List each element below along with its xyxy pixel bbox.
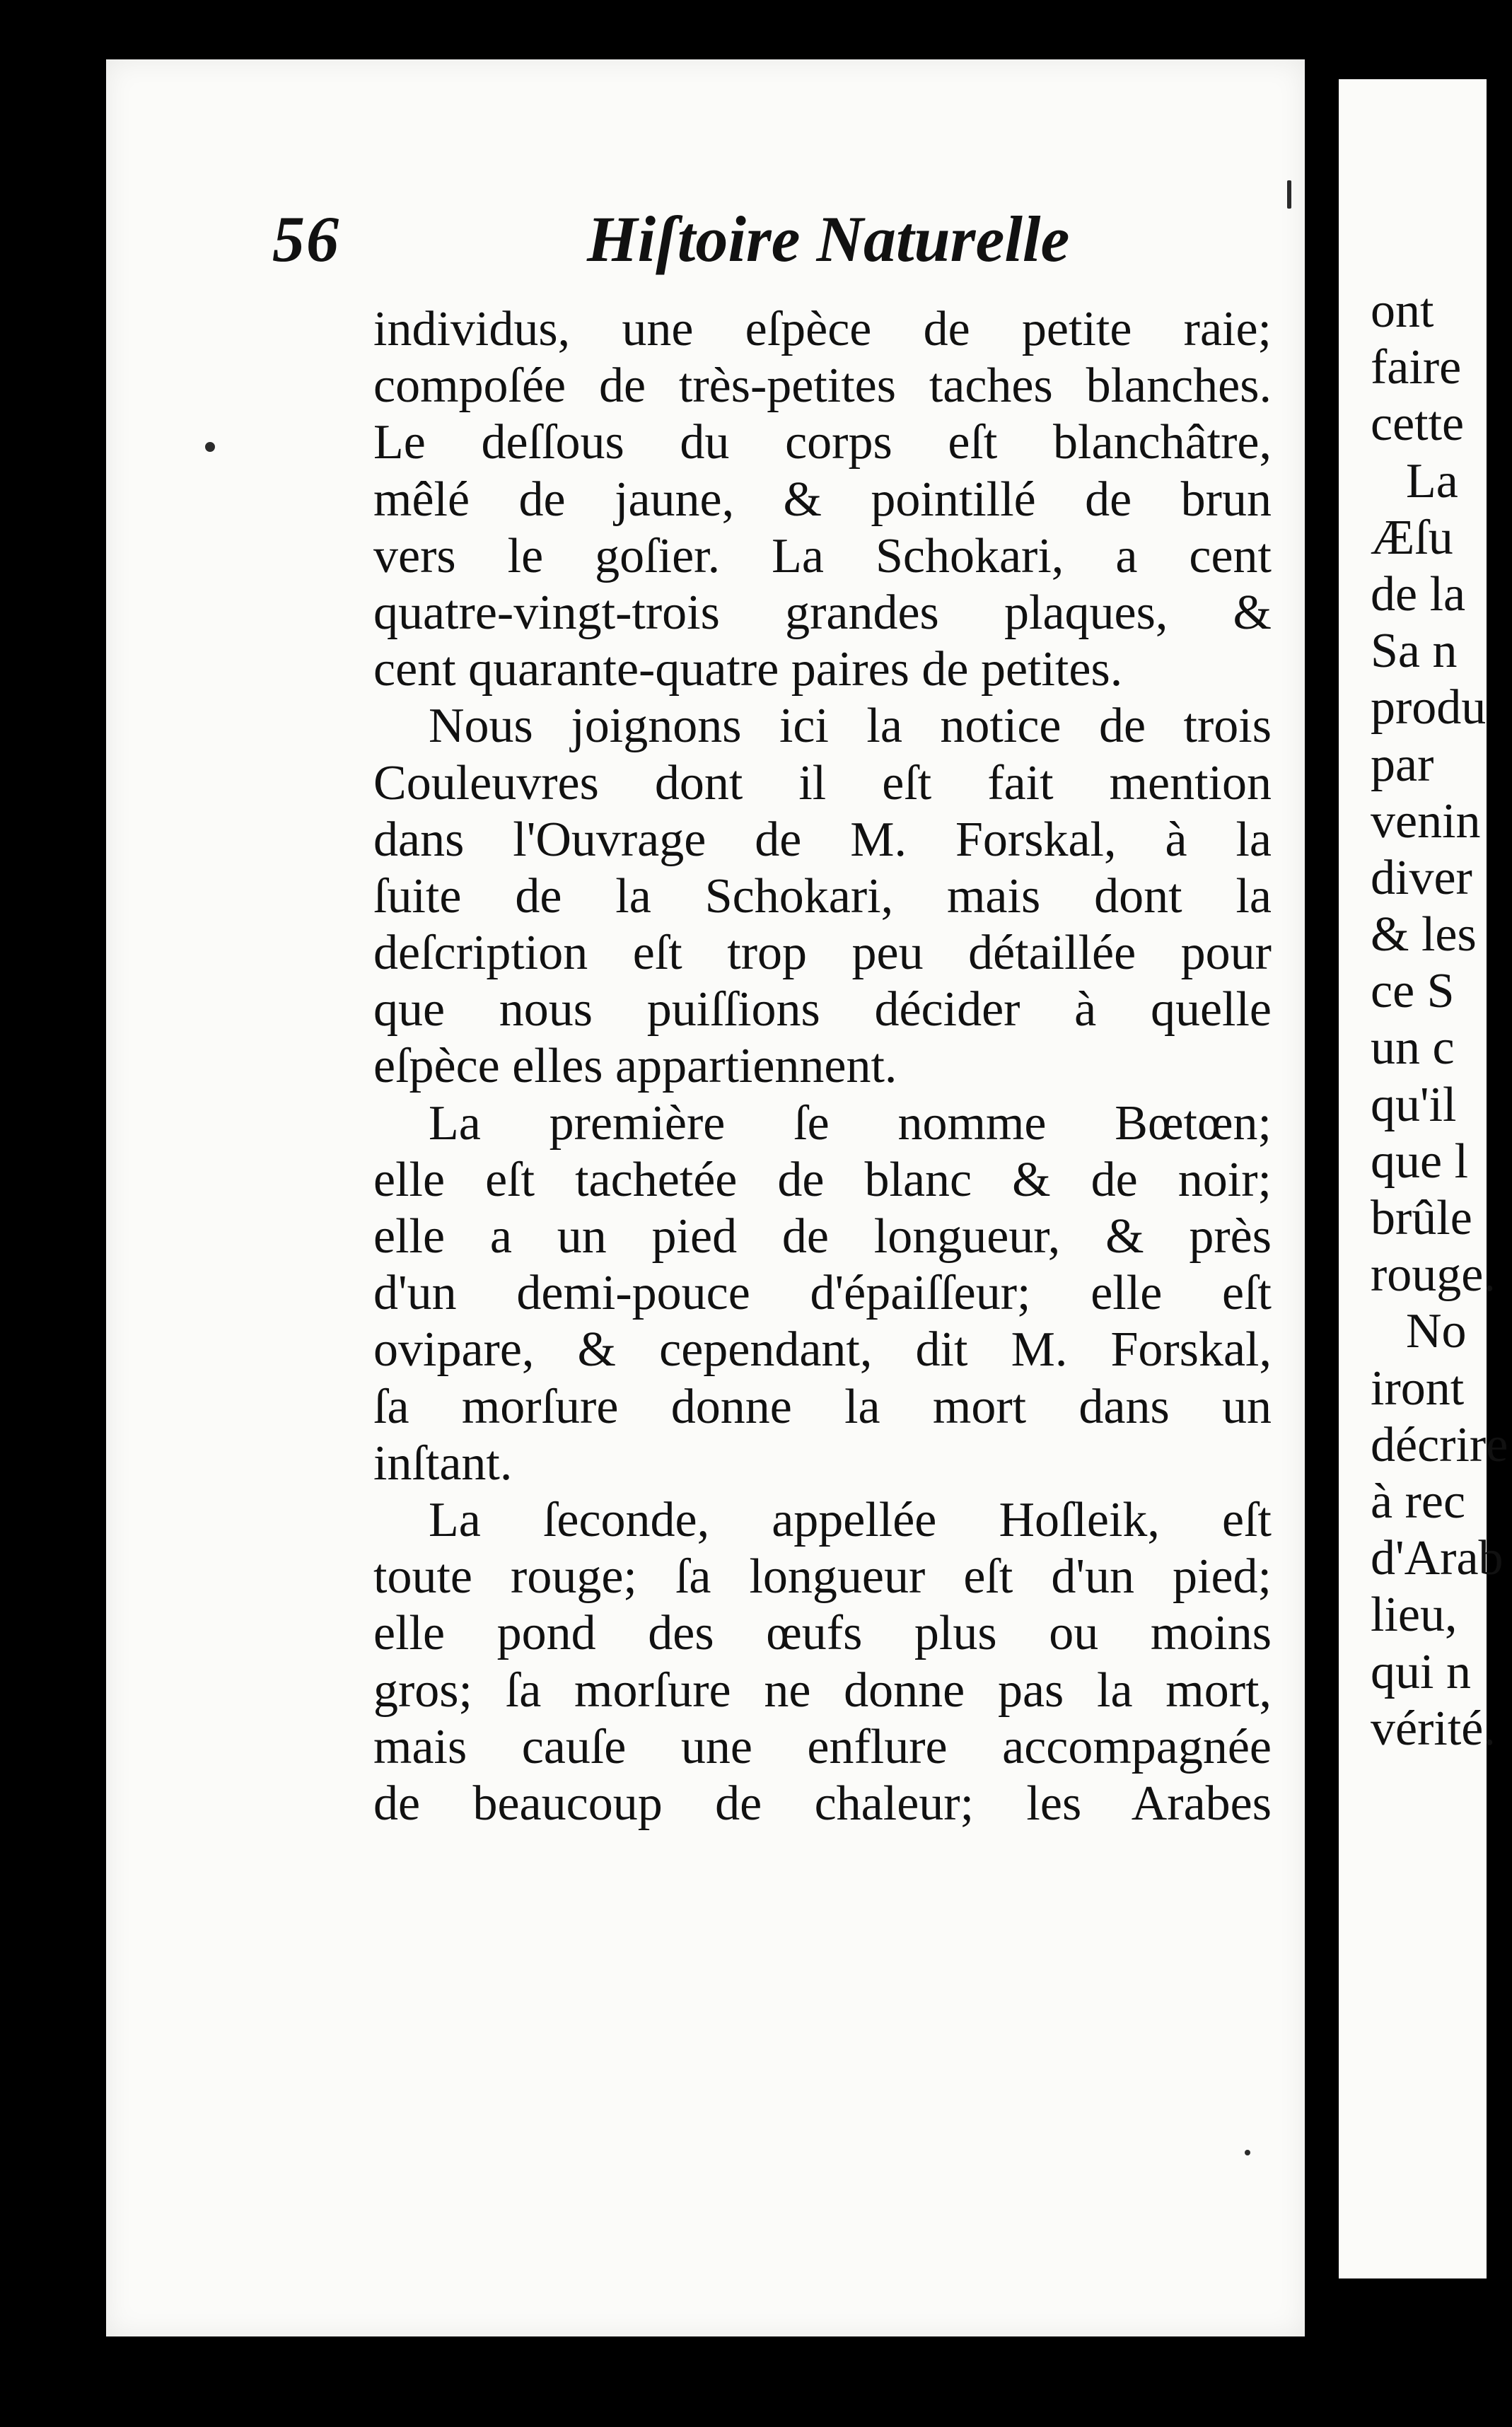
facing-page-line: produ (1371, 680, 1487, 735)
text-line: cent quarante-quatre paires de petites. (373, 642, 1123, 697)
text-line: que nous puiſſions décider à quelle (373, 982, 1272, 1037)
facing-page-line: un c (1371, 1020, 1455, 1076)
text-line: quatre-vingt-trois grandes plaques, & (373, 585, 1272, 640)
body-text (373, 301, 1272, 1832)
ink-speck (205, 442, 215, 452)
text-line: toute rouge; ſa longueur eſt d'un pied; (373, 1549, 1272, 1605)
facing-page-line: brûle (1371, 1191, 1472, 1245)
facing-page-line: ont (1371, 284, 1434, 338)
running-head (272, 202, 1192, 286)
facing-page-line: Æſu (1371, 510, 1453, 565)
facing-page-line: iront (1371, 1361, 1465, 1416)
facing-page-line: qui n (1371, 1644, 1471, 1699)
text-line: vers le goſier. La Schokari, a cent (373, 528, 1272, 583)
text-line: dans l'Ouvrage de M. Forskal, à la (373, 812, 1272, 867)
text-line: mêlé de jaune, & pointillé de brun (373, 472, 1272, 527)
facing-page-line: d'Arab (1371, 1531, 1504, 1586)
facing-page-line: faire (1371, 340, 1462, 395)
ink-speck (1287, 180, 1291, 209)
text-line: ſuite de la Schokari, mais dont la (373, 868, 1272, 924)
text-line: de beaucoup de chaleur; les Arabes (373, 1776, 1272, 1831)
facing-page-line: qu'il (1371, 1077, 1457, 1132)
text-line: elle eſt tachetée de blanc & de noir; (373, 1152, 1272, 1207)
facing-page-line: ce S (1371, 964, 1455, 1019)
text-line: Le deſſous du corps eſt blanchâtre, (373, 415, 1272, 470)
text-line: inſtant. (373, 1436, 513, 1491)
page-number: 56 (272, 203, 340, 275)
facing-page-line: diver (1371, 850, 1472, 905)
text-line: ſa morſure donne la mort dans un (373, 1379, 1272, 1434)
text-line: mais cauſe une enflure accompagnée (373, 1719, 1272, 1774)
ink-speck (1245, 2150, 1250, 2155)
text-line: eſpèce elles appartiennent. (373, 1039, 897, 1094)
text-line: ovipare, & cependant, dit M. Forskal, (373, 1322, 1272, 1378)
facing-page-line: rouge. (1371, 1247, 1496, 1303)
facing-page-text (1371, 283, 1512, 1757)
facing-page-line: décrire (1371, 1417, 1508, 1472)
text-line: La première ſe nomme Bœtœn; (429, 1095, 1272, 1151)
facing-page-line: que l (1371, 1134, 1469, 1189)
text-line: Couleuvres dont il eſt fait mention (373, 755, 1272, 810)
text-line: compoſée de très-petites taches blanches. (373, 359, 1272, 414)
facing-page-line: venin (1371, 793, 1481, 849)
facing-page-line: lieu, (1371, 1588, 1458, 1643)
facing-page-line: vérité. (1371, 1701, 1496, 1756)
text-line: deſcription eſt trop peu détaillée pour (373, 926, 1272, 981)
facing-page-line: Sa n (1371, 624, 1458, 679)
text-line: La ſeconde, appellée Hoſleik, eſt (429, 1492, 1272, 1547)
facing-page-line: cette (1371, 397, 1465, 452)
text-line: gros; ſa morſure ne donne pas la mort, (373, 1663, 1272, 1718)
facing-page-line: de la (1371, 566, 1466, 622)
text-line: d'un demi-pouce d'épaiſſeur; elle eſt (373, 1266, 1272, 1321)
facing-page-line: à rec (1371, 1474, 1466, 1529)
facing-page-line: & les (1371, 907, 1477, 962)
facing-page-line: par (1371, 737, 1434, 792)
running-title: Hiſtoire Naturelle (587, 203, 1070, 275)
facing-page-line: No (1406, 1304, 1467, 1359)
text-line: elle pond des œufs plus ou moins (373, 1606, 1272, 1661)
text-line: elle a un pied de longueur, & près (373, 1209, 1272, 1264)
text-line: Nous joignons ici la notice de trois (429, 699, 1272, 754)
text-line: individus, une eſpèce de petite raie; (373, 302, 1272, 356)
facing-page-line: La (1406, 453, 1458, 508)
